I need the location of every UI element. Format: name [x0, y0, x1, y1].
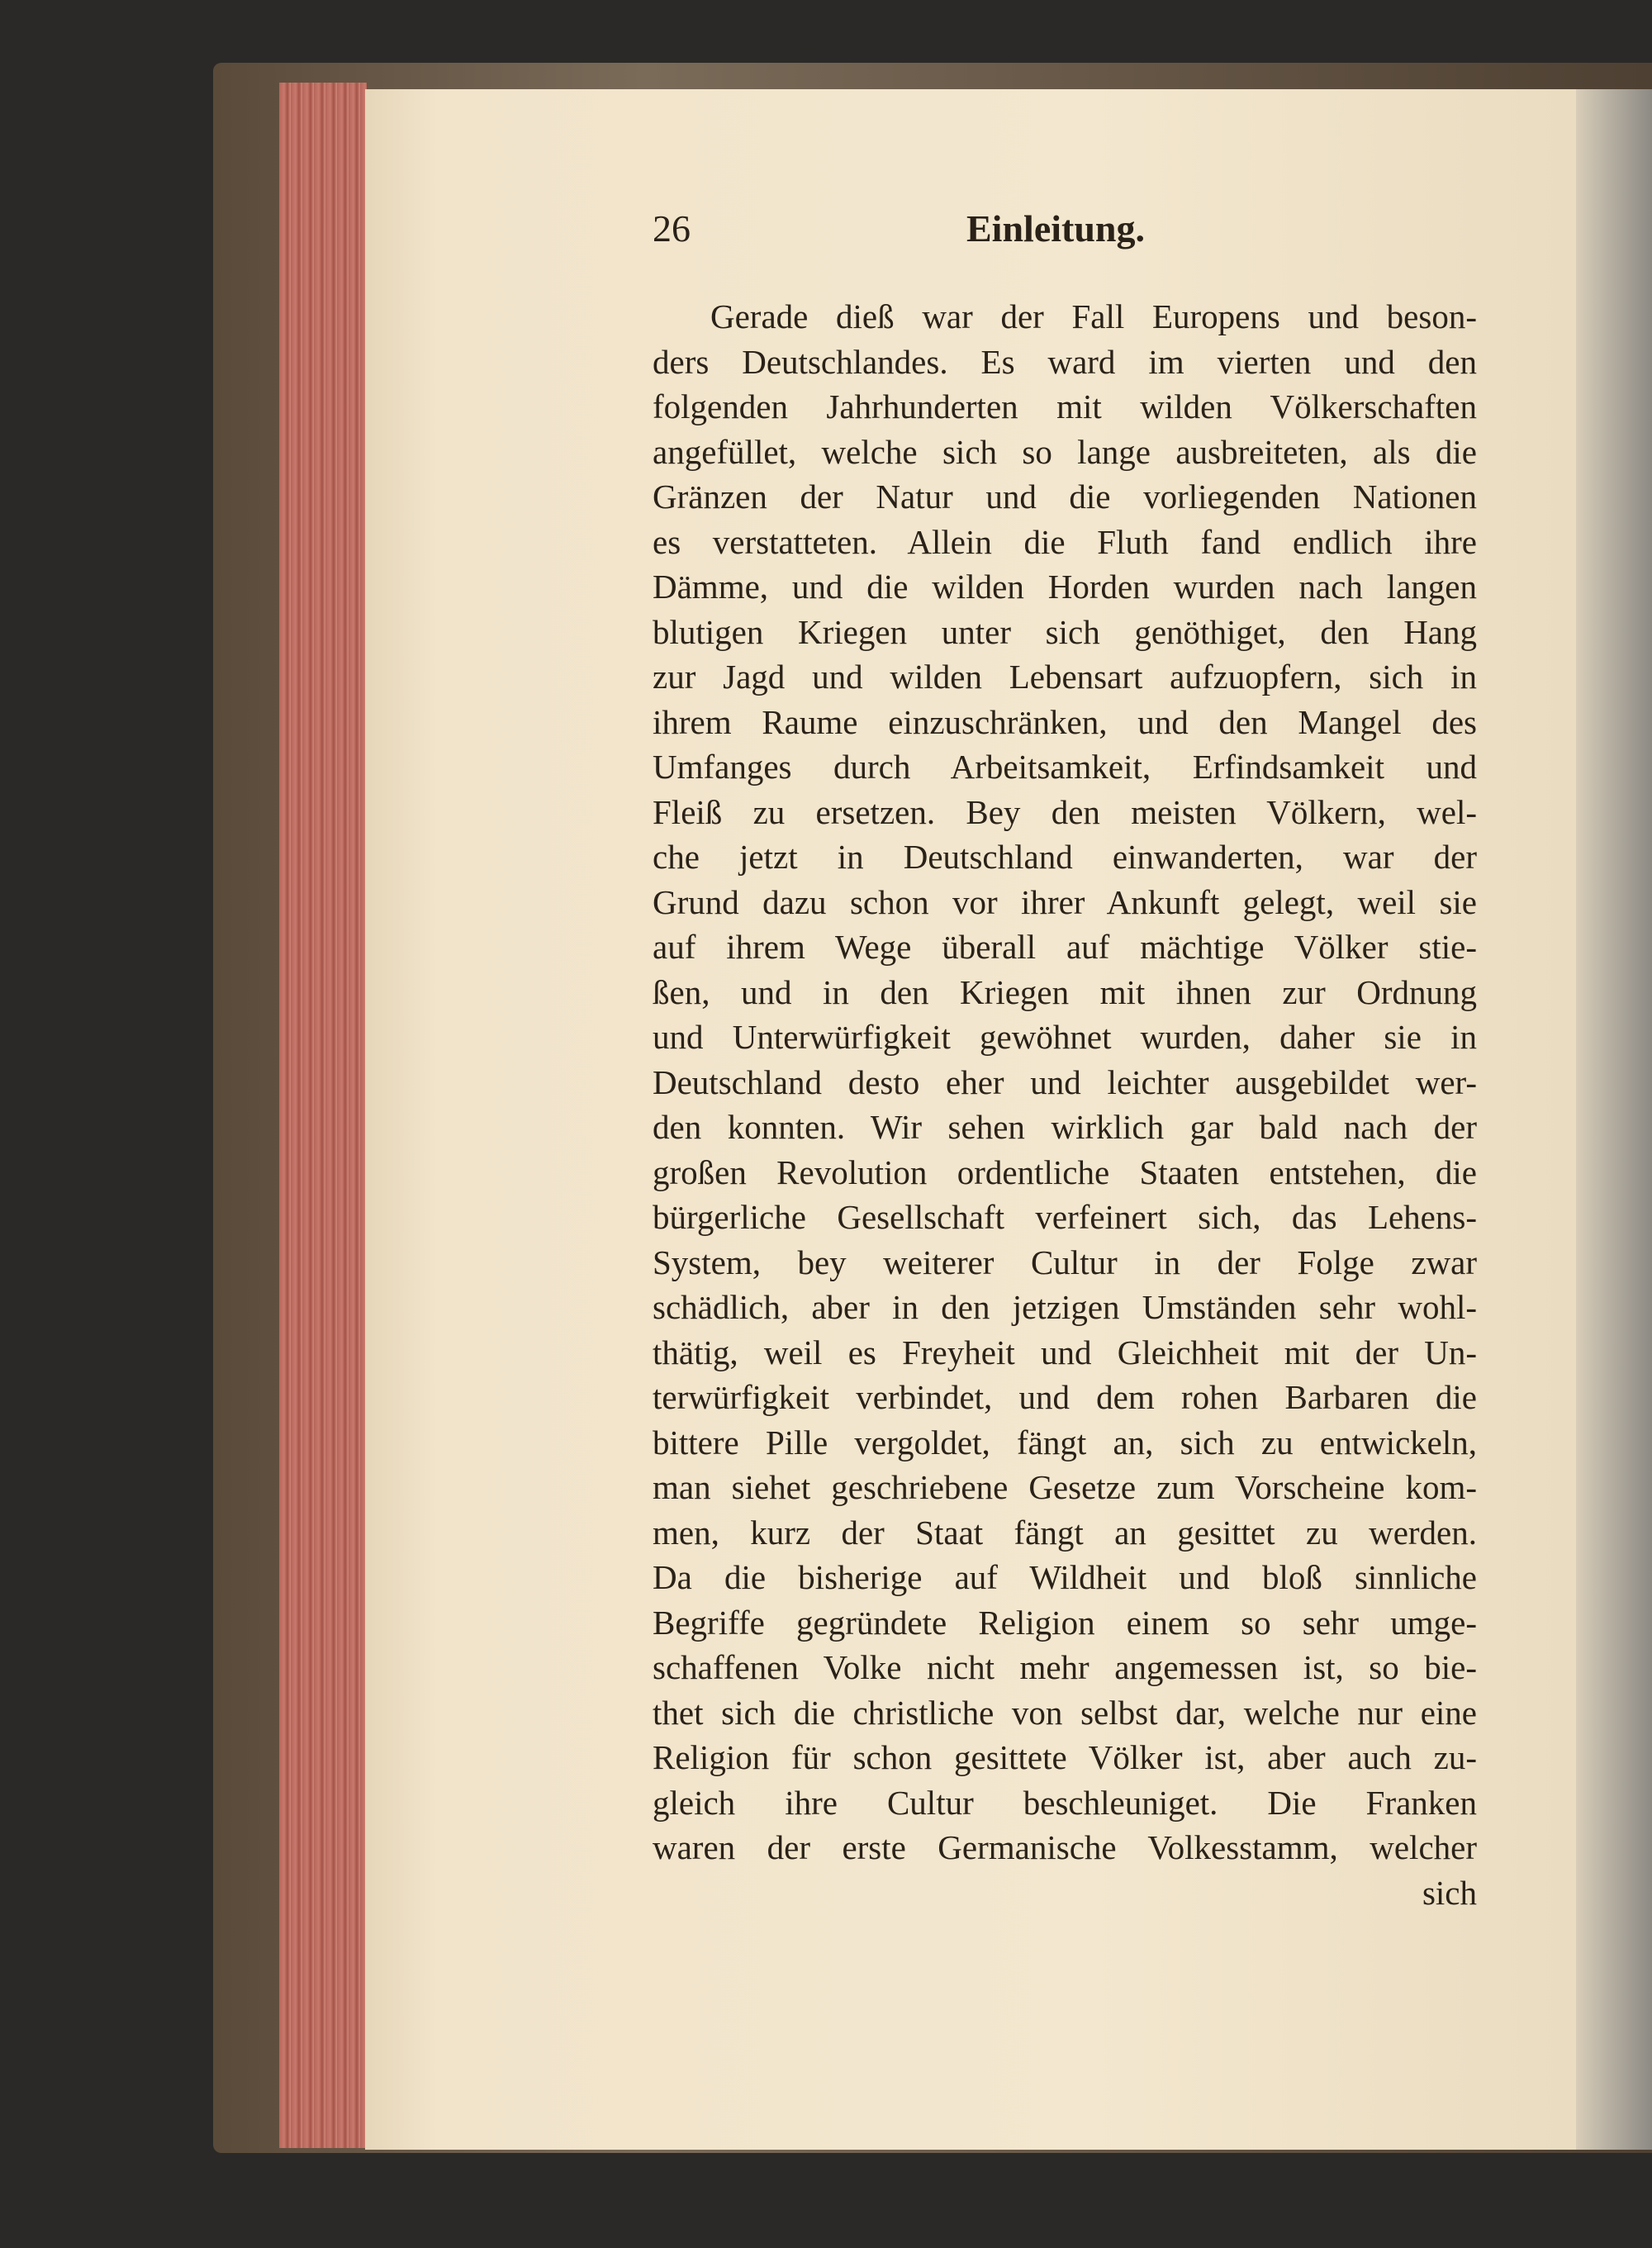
text-line [653, 1420, 1477, 1466]
text-line [653, 1690, 1477, 1736]
catchword: sich [1422, 1873, 1477, 1912]
text-line-content: ders Deutschlandes. Es ward im vierten und den [653, 342, 1477, 381]
text-line [653, 970, 1477, 1015]
running-head: Einleitung. [966, 207, 1146, 250]
text-line [653, 1150, 1477, 1195]
text-line-content: auf ihrem Wege überall auf mächtige Völker stie- [653, 928, 1477, 966]
text-line-content: folgenden Jahrhunderten mit wilden Völkerschaften [653, 387, 1477, 425]
text-line-content: Umfanges durch Arbeitsamkeit, Erfindsamkeit und [653, 748, 1477, 786]
text-line-content: man siehet geschriebene Gesetze zum Vorscheine kom- [653, 1468, 1477, 1506]
text-line-content: Gerade dieß war der Fall Europens und beson- [710, 297, 1477, 335]
text-line [653, 700, 1477, 745]
text-line [653, 790, 1477, 835]
text-line-content: ßen, und in den Kriegen mit ihnen zur Ordnung [653, 972, 1477, 1011]
text-line-content: men, kurz der Staat fängt an gesittet zu werden. [653, 1513, 1477, 1552]
text-line-content: und Unterwürfigkeit gewöhnet wurden, daher sie in [653, 1018, 1477, 1056]
text-line-content: großen Revolution ordentliche Staaten entstehen, die [653, 1153, 1477, 1191]
text-line [653, 1735, 1477, 1780]
text-line [653, 430, 1477, 475]
page-header [653, 207, 1479, 256]
text-line [653, 880, 1477, 925]
page-edges [279, 83, 367, 2148]
text-line [653, 834, 1477, 880]
text-line [653, 1600, 1477, 1646]
text-line [653, 294, 1477, 340]
page-number: 26 [653, 207, 691, 250]
text-line [653, 1465, 1477, 1510]
text-line-content: schädlich, aber in den jetzigen Umständen sehr wohl- [653, 1288, 1477, 1326]
text-line-content: gleich ihre Cultur beschleuniget. Die Franken [653, 1783, 1477, 1822]
text-line [653, 610, 1477, 655]
text-line [653, 1510, 1477, 1556]
text-line-content: bürgerliche Gesellschaft verfeinert sich, das Lehens- [653, 1198, 1477, 1236]
text-line [653, 384, 1477, 430]
text-line-content: thätig, weil es Freyheit und Gleichheit mit der Un- [653, 1333, 1477, 1371]
text-line [653, 340, 1477, 385]
text-line-content: Grund dazu schon vor ihrer Ankunft gelegt, weil sie [653, 882, 1477, 921]
text-line [653, 1240, 1477, 1286]
text-line-content: Fleiß zu ersetzen. Bey den meisten Völkern, wel- [653, 792, 1477, 831]
text-line-content: waren der erste Germanische Volkesstamm, welcher [653, 1828, 1477, 1866]
text-line-content: Begriffe gegründete Religion einem so sehr umge- [653, 1603, 1477, 1642]
text-line-content: zur Jagd und wilden Lebensart aufzuopfern, sich in [653, 658, 1477, 696]
text-line [653, 1825, 1477, 1870]
text-line-content: terwürfigkeit verbindet, und dem rohen Barbaren die [653, 1378, 1477, 1416]
text-line [653, 1375, 1477, 1420]
text-line-content: den konnten. Wir sehen wirklich gar bald nach der [653, 1108, 1477, 1146]
text-line [653, 1555, 1477, 1600]
text-line-content: Religion für schon gesittete Völker ist, aber auch zu- [653, 1738, 1477, 1776]
text-line [653, 654, 1477, 700]
text-line [653, 1195, 1477, 1240]
text-line [653, 1105, 1477, 1150]
text-line-content: ihrem Raume einzuschränken, und den Mangel des [653, 702, 1477, 741]
text-line-content: che jetzt in Deutschland einwanderten, war der [653, 838, 1477, 876]
text-line-content: System, bey weiterer Cultur in der Folge zwar [653, 1243, 1477, 1281]
text-line-content: Dämme, und die wilden Horden wurden nach langen [653, 568, 1477, 606]
text-line [653, 744, 1477, 790]
text-line-content: Da die bisherige auf Wildheit und bloß sinnliche [653, 1558, 1477, 1596]
text-line-content: bittere Pille vergoldet, fängt an, sich zu entwickeln, [653, 1423, 1477, 1461]
text-line-content: angefüllet, welche sich so lange ausbreiteten, als die [653, 432, 1477, 471]
facing-page-edge [1576, 89, 1652, 2150]
text-line [653, 1780, 1477, 1826]
text-line-content: thet sich die christliche von selbst dar, welche nur eine [653, 1693, 1477, 1732]
text-line [653, 474, 1477, 520]
text-line-content: es verstatteten. Allein die Fluth fand endlich ihre [653, 522, 1477, 561]
text-line [653, 924, 1477, 970]
text-line [653, 520, 1477, 565]
text-line-content: Gränzen der Natur und die vorliegenden Nationen [653, 478, 1477, 516]
text-line [653, 1015, 1477, 1060]
text-line-content: Deutschland desto eher und leichter ausgebildet wer- [653, 1062, 1477, 1101]
text-line [653, 1285, 1477, 1330]
body-text [653, 294, 1477, 1915]
text-line-content: schaffenen Volke nicht mehr angemessen ist, so bie- [653, 1648, 1477, 1686]
text-line-content: blutigen Kriegen unter sich genöthiget, den Hang [653, 612, 1477, 651]
text-line [653, 1645, 1477, 1690]
text-line [653, 1330, 1477, 1376]
text-line [653, 1060, 1477, 1105]
text-line [653, 564, 1477, 610]
